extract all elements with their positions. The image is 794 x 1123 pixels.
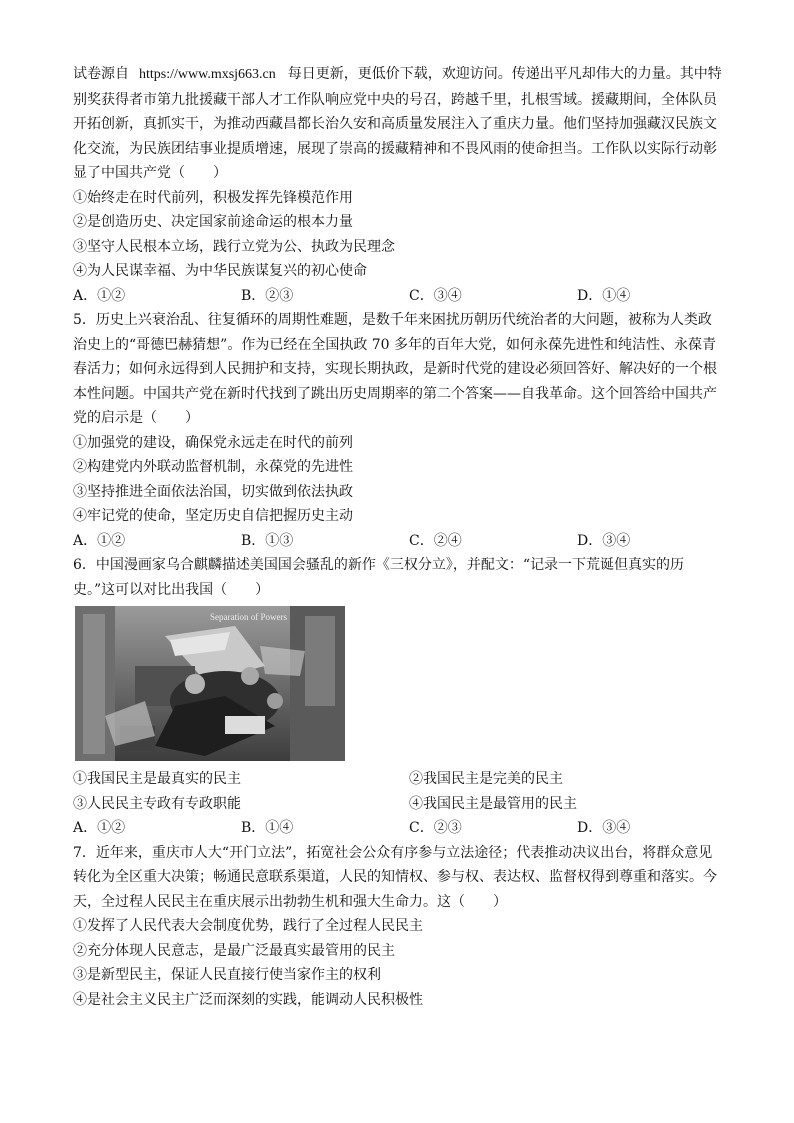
q4-option-d[interactable]: D．①④ <box>577 287 631 304</box>
q4-statement: ②是创造历史、决定国家前途命运的根本力量 <box>73 214 353 230</box>
q6-stem: 6．中国漫画家乌合麒麟描述美国国会骚乱的新作《三权分立》，并配文：“记录一下荒诞但真实的历史。”这可以对比出我国（ ） <box>73 557 685 598</box>
exam-content <box>73 62 723 1012</box>
q5-statements <box>73 431 723 529</box>
cartoon-image <box>75 606 345 761</box>
q5-statement: ①加强党的建设，确保党永远走在时代的前列 <box>73 434 353 451</box>
q6-statement: ④我国民主是最管用的民主 <box>409 795 577 812</box>
q5-option-c[interactable]: C．②④ <box>409 532 462 549</box>
q7-statements <box>73 914 723 1012</box>
source-link[interactable]: https://www.mxsj663.cn <box>139 67 276 82</box>
q7-stem: 7．近年来，重庆市人大“开门立法”，拓宽社会公众有序参与立法途径；代表推动决议出台，将群众意见转化为全区重大决策；畅通民意联系渠道，人民的知情权、参与权、表达权、监督权得到尊重和落实。今天，全过程人民民主在重庆展示出勃勃生机和强大生命力。这（ ） <box>73 844 717 910</box>
q4-statement: ①始终走在时代前列，积极发挥先锋模范作用 <box>73 189 353 206</box>
q6-statement: ①我国民主是最真实的民主 <box>73 771 241 787</box>
q7-statement: ④是社会主义民主广泛而深刻的实践，能调动人民积极性 <box>73 991 423 1008</box>
q5-stem: 5．历史上兴衰治乱、往复循环的周期性难题，是数千年来困扰历朝历代统治者的大问题，被称为人类政治史上的“哥德巴赫猜想”。作为已经在全国执政 70 多年的百年大党，如何永葆先进性和纯洁性、永葆青春活力；如何永远得到人民拥护和支持，实现长期执政，是新时代党的建设必须回答好、解决好的一个根本性问题。中国共产党在新时代找到了跳出历史周期率的第二个答案——自我革命。这个回答给中国共产党的启示是（ ） <box>73 312 717 426</box>
q4-statements <box>73 186 723 284</box>
q6-statements-row-1 <box>73 767 723 792</box>
cartoon-illustration <box>75 606 345 761</box>
q4-option-b[interactable]: B．②③ <box>241 287 294 304</box>
q7-statement: ③是新型民主，保证人民直接行使当家作主的权利 <box>73 967 381 983</box>
q6-options <box>73 816 723 841</box>
q5-statement: ③坚持推进全面依法治国，切实做到依法执政 <box>73 483 353 500</box>
q5-statement: ④牢记党的使命，坚定历史自信把握历史主动 <box>73 508 353 524</box>
q5-statement: ②构建党内外联动监督机制，永葆党的先进性 <box>73 459 353 475</box>
q6-option-c[interactable]: C．②③ <box>409 820 462 836</box>
q5-options <box>73 529 723 554</box>
q5-option-d[interactable]: D．③④ <box>577 532 631 549</box>
q6-option-b[interactable]: B．①④ <box>241 820 294 836</box>
q4-statement: ④为人民谋幸福、为中华民族谋复兴的初心使命 <box>73 263 367 279</box>
q4-option-a[interactable]: A．①② <box>73 287 126 304</box>
q7-statement: ①发挥了人民代表大会制度优势，践行了全过程人民民主 <box>73 918 423 934</box>
q6-statement: ③人民民主专政有专政职能 <box>73 795 241 812</box>
source-label: 试卷源自 <box>73 66 129 82</box>
q6-option-a[interactable]: A．①② <box>73 820 126 836</box>
q6-option-d[interactable]: D．③④ <box>577 820 631 836</box>
intro-continuation: 传递出平凡却伟大的力量。其中特别奖获得者市第九批援藏干部人才工作队响应党中央的号召，跨越千里，扎根雪域。援藏期间，全体队员开拓创新，真抓实干，为推动西藏昌都长治久安和高质量发展注入了重庆力量。他们坚持加强藏汉民族文化交流，为民族团结事业提质增速，展现了崇高的援藏精神和不畏风雨的使命担当。工作队以实际行动彰显了中国共产党（ ） <box>73 66 722 181</box>
q6-statement: ②我国民主是完美的民主 <box>409 771 563 787</box>
q4-statement: ③坚守人民根本立场，践行立党为公、执政为民理念 <box>73 238 395 255</box>
q4-option-c[interactable]: C．③④ <box>409 287 462 304</box>
q7-statement: ②充分体现人民意志，是最广泛最真实最管用的民主 <box>73 942 395 959</box>
q5-option-b[interactable]: B．①③ <box>241 532 294 549</box>
q6-statements-row-2 <box>73 792 723 817</box>
q5-option-a[interactable]: A．①② <box>73 532 126 549</box>
tagline: 每日更新，更低价下载，欢迎访问。 <box>287 66 512 82</box>
intro-paragraph <box>73 62 723 186</box>
q4-options <box>73 284 723 309</box>
cartoon-caption: Separation of Powers <box>210 612 287 622</box>
